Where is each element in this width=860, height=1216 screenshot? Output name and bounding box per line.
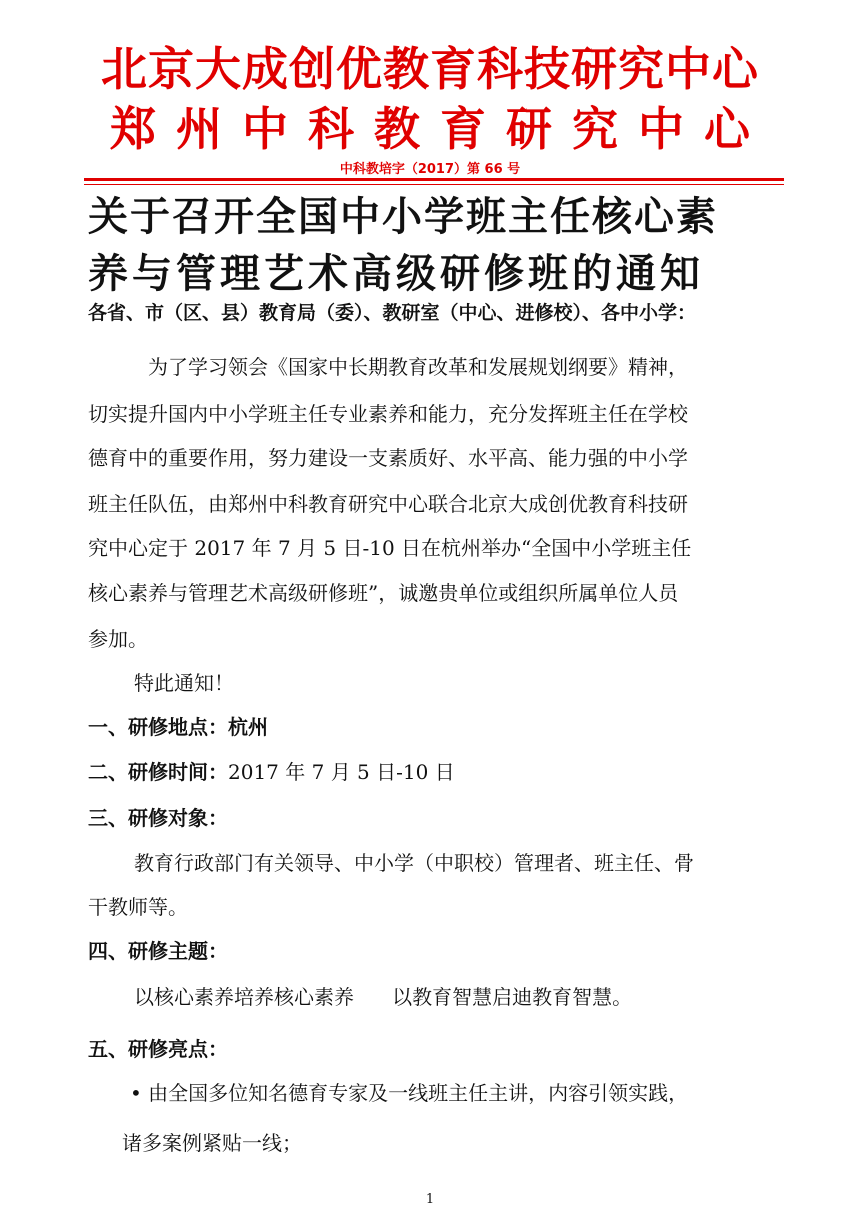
page-number: 1 bbox=[425, 1192, 435, 1207]
header-org-2: 郑州中科教育研究中心 bbox=[110, 102, 770, 156]
section-audience-label: 三、研修对象： bbox=[88, 806, 228, 830]
header-rule-thin bbox=[84, 184, 784, 185]
intro-line: 核心素养与管理艺术高级研修班”，诚邀贵单位或组织所属单位人员 bbox=[88, 581, 679, 605]
intro-line: 究中心定于 2017 年 7 月 5 日-10 日在杭州举办“全国中小学班主任 bbox=[88, 536, 692, 560]
recipients: 各省、市（区、县）教育局（委）、教研室（中心、进修校）、各中小学： bbox=[88, 302, 697, 324]
section-time-label: 二、研修时间： bbox=[88, 760, 228, 784]
header-rule-thick bbox=[84, 178, 784, 181]
document-number: 中科教培字（2017）第 66 号 bbox=[339, 162, 521, 177]
section-audience-line: 教育行政部门有关领导、中小学（中职校）管理者、班主任、骨 bbox=[134, 851, 694, 875]
closing-text: 特此通知！ bbox=[134, 671, 234, 695]
section-highlights-label: 五、研修亮点： bbox=[88, 1037, 228, 1061]
section-location-label: 一、研修地点： bbox=[88, 715, 228, 739]
section-time-value: 2017 年 7 月 5 日-10 日 bbox=[228, 760, 455, 784]
section-theme-value: 以核心素养培养核心素养 以教育智慧启迪教育智慧。 bbox=[134, 985, 633, 1009]
intro-line: 德育中的重要作用，努力建设一支素质好、水平高、能力强的中小学 bbox=[88, 446, 688, 470]
header-org-1: 北京大成创优教育科技研究中心 bbox=[101, 42, 759, 96]
section-location-value: 杭州 bbox=[228, 715, 268, 739]
section-time bbox=[88, 757, 455, 787]
intro-line: 班主任队伍，由郑州中科教育研究中心联合北京大成创优教育科技研 bbox=[88, 492, 688, 516]
highlight-item: • 由全国多位知名德育专家及一线班主任主讲，内容引领实践， bbox=[130, 1081, 689, 1105]
section-audience-line: 干教师等。 bbox=[88, 895, 188, 919]
notice-title-line-1: 关于召开全国中小学班主任核心素 bbox=[88, 194, 718, 240]
section-theme-label: 四、研修主题： bbox=[88, 939, 228, 963]
intro-line: 切实提升国内中小学班主任专业素养和能力，充分发挥班主任在学校 bbox=[88, 402, 688, 426]
notice-title-line-2: 养与管理艺术高级研修班的通知 bbox=[88, 251, 704, 297]
section-location bbox=[88, 712, 268, 742]
intro-line: 参加。 bbox=[88, 627, 148, 651]
intro-line: 为了学习领会《国家中长期教育改革和发展规划纲要》精神， bbox=[148, 355, 688, 379]
highlight-item-continued: 诸多案例紧贴一线； bbox=[122, 1131, 302, 1155]
